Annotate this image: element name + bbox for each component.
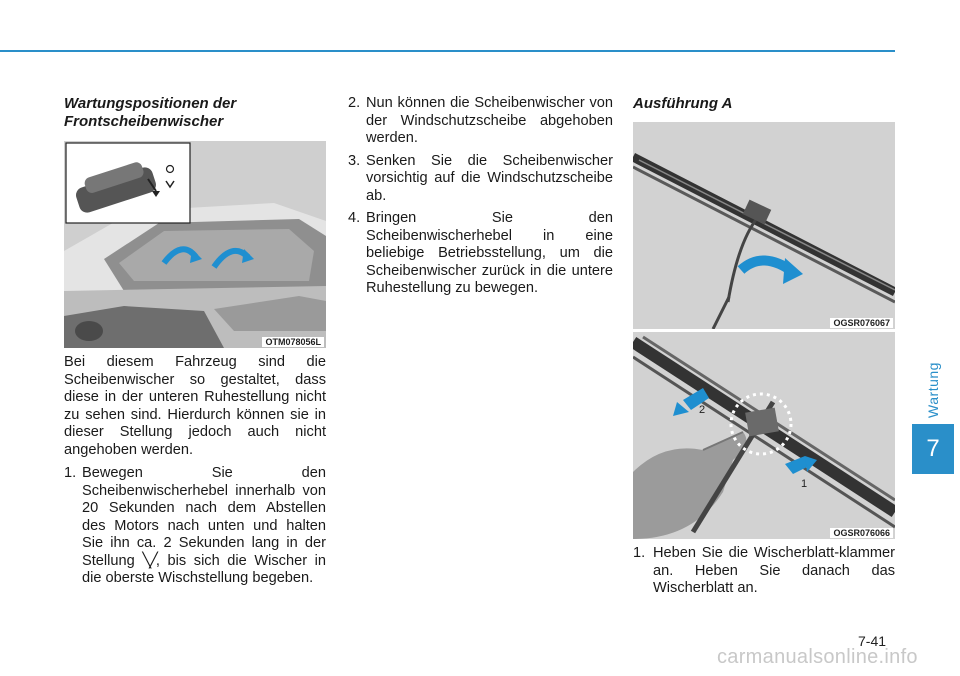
section-heading-version-a: Ausführung A bbox=[633, 95, 733, 112]
intro-paragraph: Bei diesem Fahrzeug sind die Scheibenwischer so gestaltet, dass diese in der unteren Ruhestellung nicht zu sehen sind. Hierdurch können sie in dieser Stellung jedoch auch nicht angehoben werden. bbox=[64, 354, 326, 458]
step-1: 1. Bewegen Sie den Scheibenwischerhebel innerhalb von 20 Sekunden nach dem Abstellen des Motors nach unten und halten Sie ihn ca. 2 Sekunden lang in der Stellung ╲╱, bis sich die Wischer in die oberste Wischstellung begeben. bbox=[64, 465, 326, 586]
middle-column-text bbox=[348, 95, 613, 298]
right-column-heading-block bbox=[633, 95, 895, 113]
right-column-text bbox=[633, 545, 895, 598]
left-column-text bbox=[64, 354, 326, 588]
figure-code: OGSR076066 bbox=[830, 528, 893, 538]
step-4: 4. Bringen Sie den Scheibenwischerhebel in eine beliebige Betriebsstellung, um die Scheibenwischer zurück in die untere Ruhestellung zu bewegen. bbox=[348, 210, 613, 296]
watermark: carmanualsonline.info bbox=[717, 646, 918, 668]
header-rule bbox=[0, 50, 895, 52]
callout-1: 1 bbox=[801, 478, 808, 490]
step-list-middle bbox=[348, 95, 613, 298]
callout-2: 2 bbox=[699, 404, 706, 416]
figure-code: OGSR076067 bbox=[830, 318, 893, 328]
figure-wiper-clip-release bbox=[633, 332, 895, 539]
left-column-heading-block bbox=[64, 95, 326, 131]
wiper-mist-symbol: ╲╱ bbox=[142, 552, 156, 569]
step-list-left bbox=[64, 465, 326, 588]
step-2: 2. Nun können die Scheibenwischer von der Windschutzscheibe abgehoben werden. bbox=[348, 95, 613, 146]
wiper-arm-illustration bbox=[633, 122, 895, 329]
figure-car-windshield bbox=[64, 141, 326, 348]
section-heading-wiper-positions: Wartungspositionen der Frontscheibenwischer bbox=[64, 95, 237, 130]
figure-wiper-arm-raised bbox=[633, 122, 895, 329]
step-1-version-a: 1. Heben Sie die Wischerblatt-klammer an. Heben Sie danach das Wischerblatt an. bbox=[633, 545, 895, 596]
step-3: 3. Senken Sie die Scheibenwischer vorsichtig auf die Windschutzscheibe ab. bbox=[348, 152, 613, 204]
chapter-number-badge: 7 bbox=[912, 424, 954, 474]
step-list-right bbox=[633, 545, 895, 598]
section-tab-label: Wartung bbox=[925, 362, 941, 418]
car-windshield-illustration bbox=[64, 141, 326, 348]
page-number: 7-41 bbox=[858, 633, 887, 649]
wiper-clip-illustration bbox=[633, 332, 895, 539]
figure-code: OTM078056L bbox=[262, 337, 324, 347]
